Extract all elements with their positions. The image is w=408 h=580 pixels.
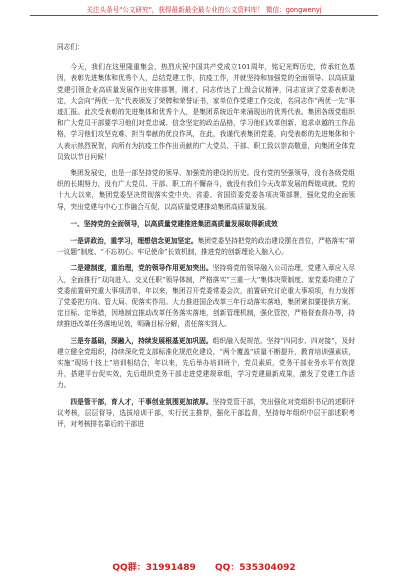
header-divider: [30, 15, 378, 16]
point-paragraph: [57, 263, 355, 330]
point-body: 坚持将党的领导融入公司治理，党建入章应入尽入，全面推行“双向进入、交叉任职”领导体制，严格落实“三重一大”集体决策制度，家党委均建立了党委前置研究重大事项清单，年以来，集团召开党委常委会次，前置研究讨论重大事项项，有力发挥了党委把方向、管大局、促落实作用。大力推进国企改革三年行动落实落地，集团紧扣要提供方案、定目标、定举措，因地制宜推动改革任务落实落地，创新管理机制，强化管控，严格督查督办等，持续推进改革任务落地见效，明确目标分解，责任落实到人。: [57, 264, 356, 329]
point-body: 集团党委坚持把党的政治建设摆在首位，严格落实“第一议题”制度、“不忘初心、牢记使命”长效机制，推进党的创新理论入脑入心。: [57, 237, 355, 257]
point-paragraph: [57, 236, 355, 258]
greeting: 同志们：: [57, 43, 84, 51]
header-banner: 关注头条号"公文研究"，获得最新最全最专业的公文资料库！ 微信：gongwenyj: [86, 6, 322, 14]
point-body: 组织融入促规范。坚持“四同步、四对接”，及时建立健全党组织，持续深化党支部标准化规范化建设，“两个覆盖”质量不断提升，教育培训强素质，实施“现场十技上”培训相结合，年以来，先后举办培训班个，党员素质，党务干部业务水平有效提升，搭建平台促实效，先后组织党务干部走进党建规章组，学习党建最新成果，激发了党建工作活力。: [57, 336, 356, 390]
footer-qq-group: QQ群：31991489: [112, 563, 196, 573]
point-lead: 二是建制度，重治理，党的领导作用更加突出。: [70, 264, 213, 273]
point-paragraph: [57, 397, 355, 431]
intro-paragraph-1: 今天，我们在这里隆重集会，热烈庆祝中国共产党成立101周年，铭记光辉历史，传承红色基因，表彰先进集体和优秀个人，总结党建工作，抗疫工作，并就坚持和加强党的全面领导、以高质量党建引领企业高质量发展作出安排部署，刚才，同志传达了上级会议精神，同志宣读了党委表彰决定，大会向“两优一先”代表颁发了荣牌和荣誉证书，家单位作党建工作交流，名同志作“两优一先”事迹汇报。此次受表彰的先进集体和优秀个人，是集团系统近年来涌现出的优秀代表。集团各级党组织和广大党员干部要学习他们对党忠诚、信念坚定的政治品格，学习他们改革创新、追求卓越的工作品格，学习他们攻坚克难、担当奉献的优良作风，在此，我谨代表集团党委，向受表彰的先进集体和个人表示热烈祝贺，向所有为抗疫工作作出贡献的广大党员、干部、职工致以崇高敬意，向集团全体党员致以节日问候！: [57, 63, 355, 161]
point-lead: 三是夯基础，深融入，持续发展根基更加巩固。: [70, 336, 213, 345]
intro-paragraph-2: 集团发展史，也是一部坚持党的领导、加强党的建设的历史。没有党的坚强领导，没有各级党组织的长期努力，没有广大党员、干部、职工的不懈奋斗，就没有我们今天改革发展的辉煌成就。党的十九大以来，集团党委坚决贯彻落实党中央、省委、省国资委党委各项决策部署，强化党的全面领导，突出党建与中心工作融合互促，以高质量党建推动集团高质量发展。: [57, 169, 355, 211]
point-lead: 四是管干部，育人才，干事创业氛围更加浓厚。: [70, 397, 213, 406]
point-body: 坚持党管干部，突出强化对党组织书记的述职评议考核，层层督导，选拔培训干部，实行民主推荐，强化干部监督，坚持每年组织中层干部述职考评，对考核排名靠后的干部进: [57, 397, 356, 429]
footer-contact: [0, 560, 408, 573]
point-paragraph: [57, 336, 355, 392]
point-lead: 一是讲政治，重学习，理想信念更加坚定。: [70, 237, 198, 246]
document-body: [57, 42, 355, 435]
section-heading: 一、坚持党的全面领导，以高质量党建推进集团高质量发展取得新成效: [70, 219, 278, 228]
footer-qq: QQ：535304092: [214, 563, 296, 573]
